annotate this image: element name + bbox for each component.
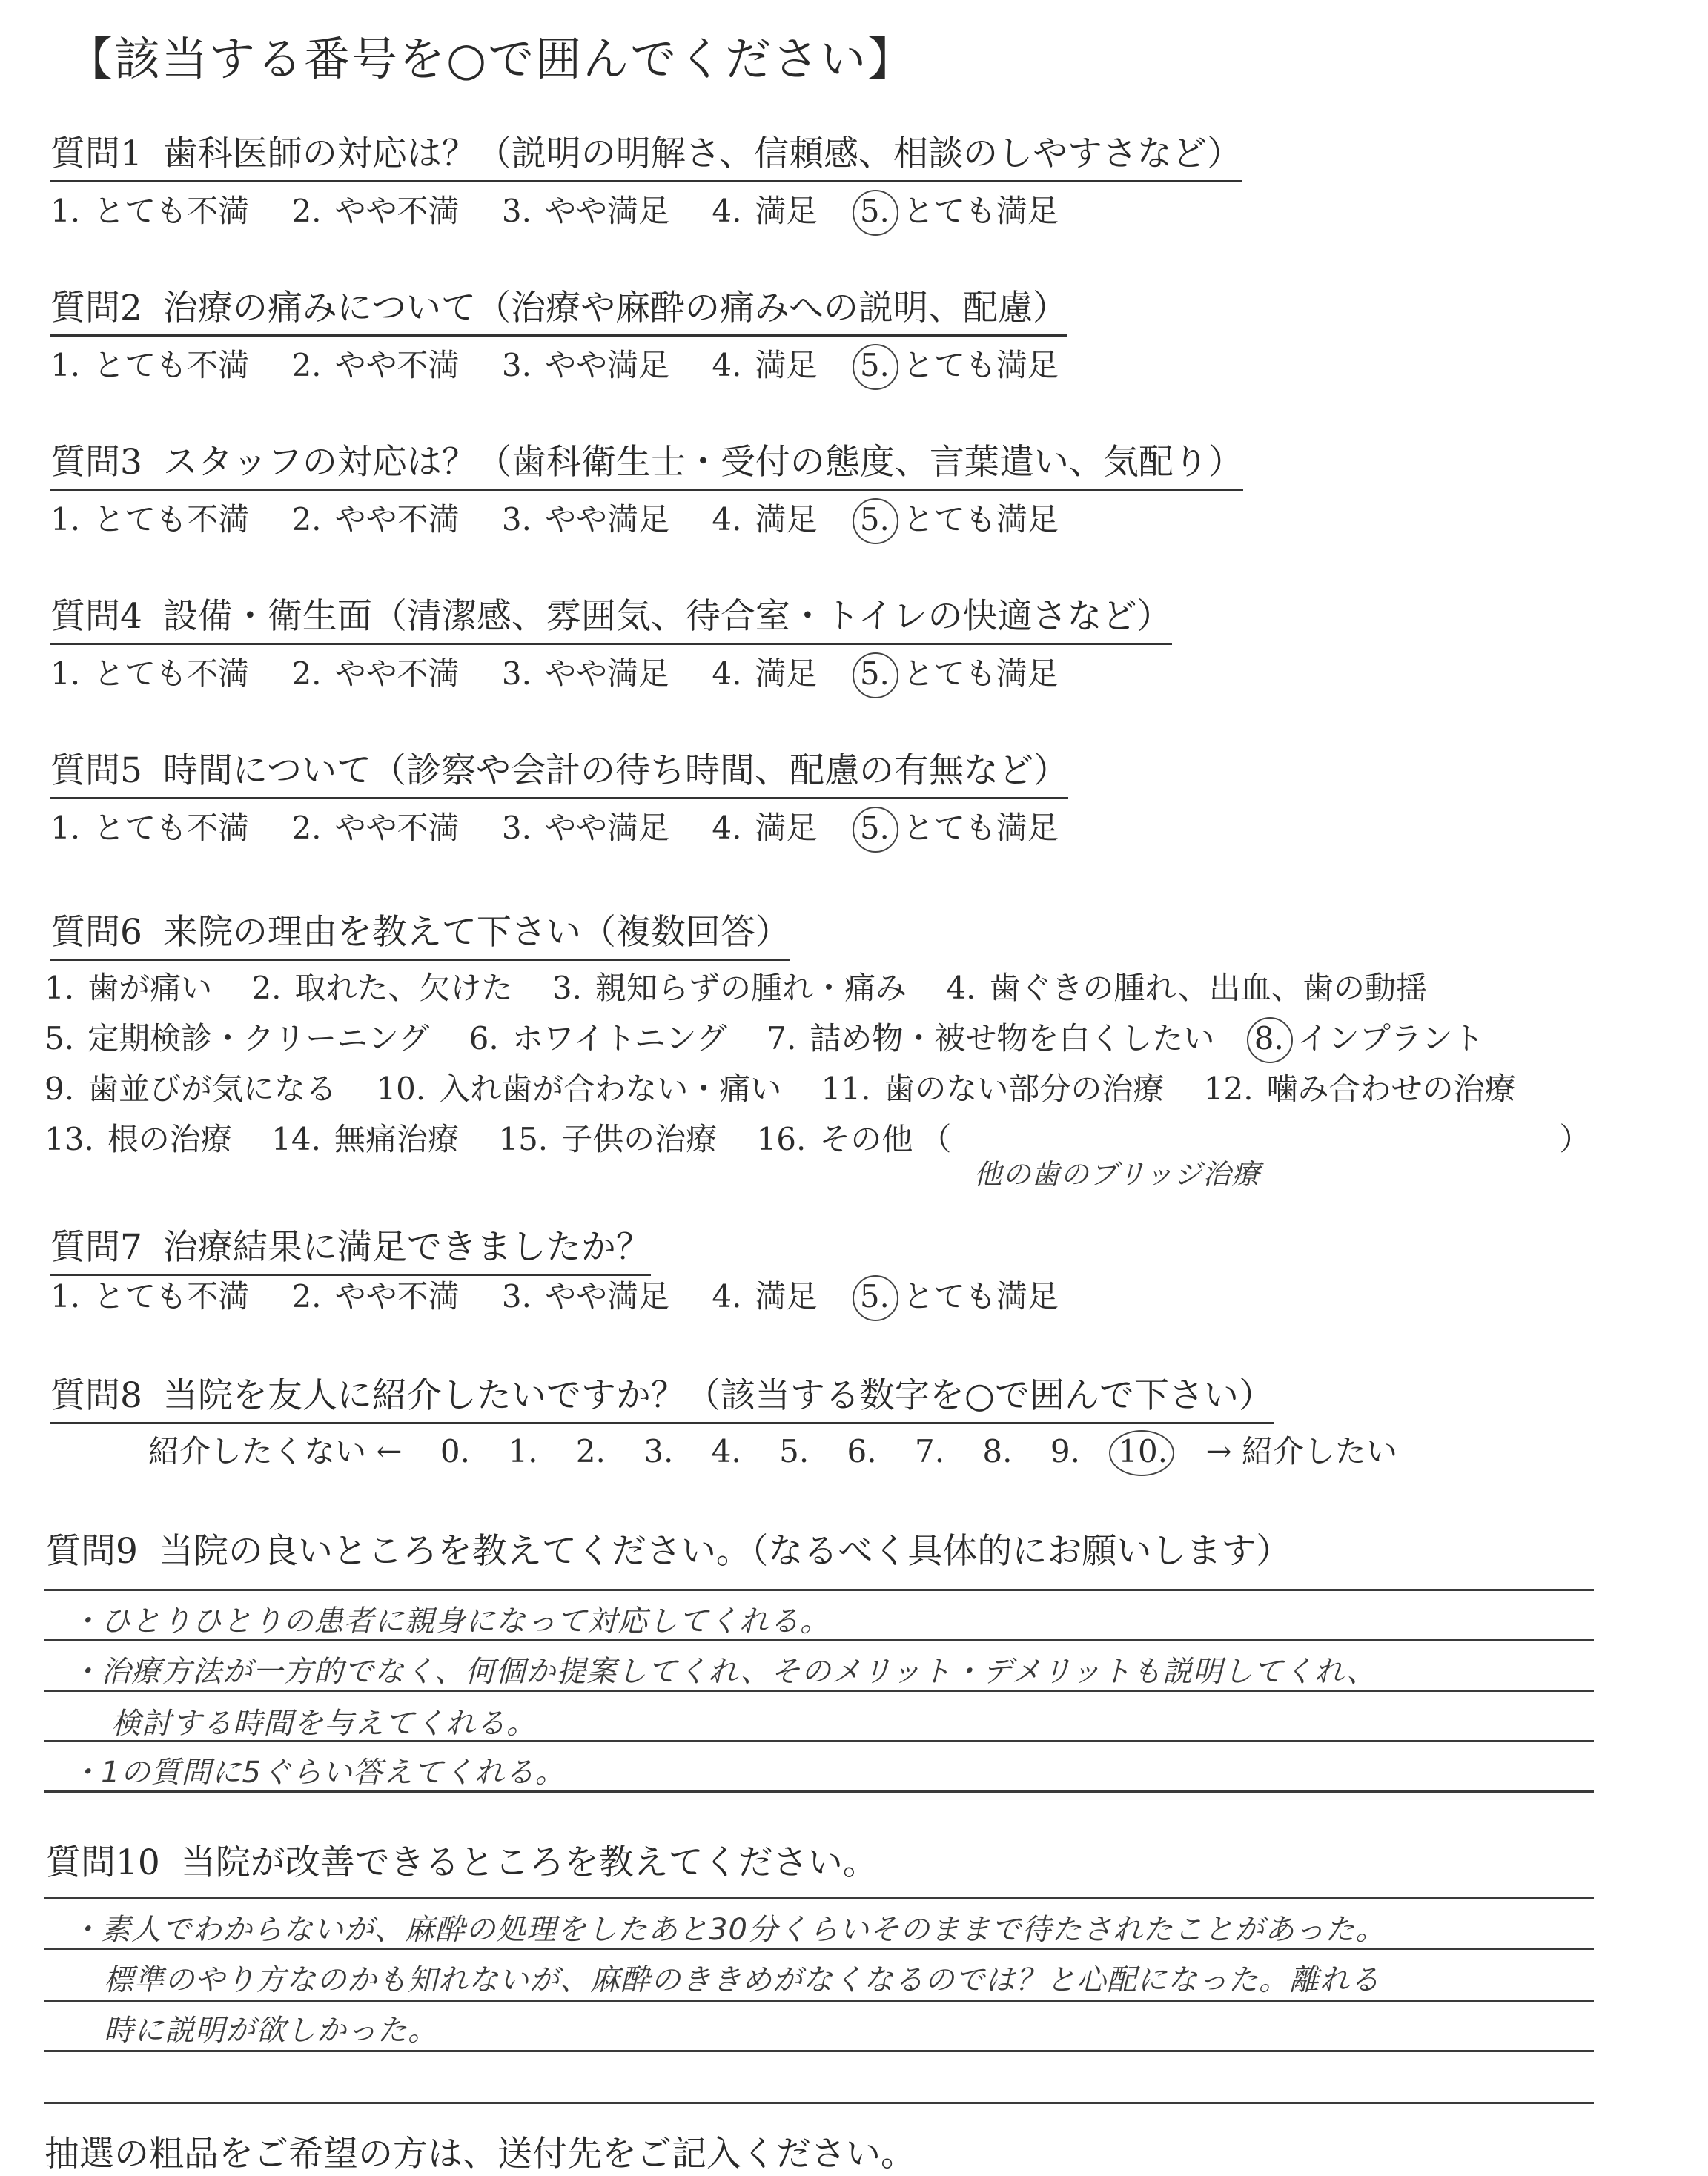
selected-option-circle[interactable]: 10. [1118, 1433, 1168, 1469]
option-number[interactable]: 1. [50, 347, 81, 383]
option-label: やや不満 [334, 1278, 460, 1314]
option-label: とても不満 [93, 655, 250, 692]
option-label: 歯が痛い [87, 970, 213, 1006]
selected-option-circle[interactable]: 5. [859, 347, 890, 383]
question-number: 質問4 [50, 596, 142, 637]
scale-option[interactable]: 0. [440, 1433, 470, 1469]
answer-line [44, 1790, 1594, 1793]
option-number[interactable]: 2. [291, 655, 322, 692]
option-number[interactable]: 1. [44, 970, 75, 1006]
option-label: とても満足 [902, 347, 1059, 383]
question-1-options [50, 187, 1091, 231]
option-label: インプラント [1297, 1020, 1484, 1056]
option-number[interactable]: 2. [291, 501, 322, 538]
scale-option[interactable]: 9. [1050, 1433, 1080, 1469]
option-label: とても不満 [93, 1278, 250, 1314]
question-text: スタッフの対応は？（歯科衛生士・受付の態度、言葉遣い、気配り） [162, 442, 1243, 483]
option-number[interactable]: 12. [1203, 1071, 1254, 1107]
question-number: 質問7 [50, 1227, 142, 1268]
question-text: 歯科医師の対応は？（説明の明解さ、信頼感、相談のしやすさなど） [162, 133, 1242, 174]
option-label: 歯のない部分の治療 [884, 1071, 1165, 1107]
question-4-options [50, 649, 1091, 694]
question-text: 治療結果に満足できましたか？ [162, 1227, 651, 1268]
option-label: 満足 [755, 1278, 818, 1314]
option-label: 取れた、欠けた [294, 970, 513, 1006]
option-label: 満足 [755, 501, 818, 538]
question-3-heading [50, 434, 1243, 491]
option-label: やや不満 [334, 655, 460, 692]
scale-option[interactable]: 4. [711, 1433, 741, 1469]
option-label: とても満足 [902, 655, 1059, 692]
option-label: やや満足 [544, 501, 669, 538]
option-label: 無痛治療 [334, 1121, 459, 1157]
option-number[interactable]: 4. [946, 970, 976, 1006]
option-number[interactable]: 3. [501, 347, 532, 383]
scale-option[interactable]: 2. [575, 1433, 606, 1469]
question-text: 当院の良いところを教えてください。（なるべく具体的にお願いします） [158, 1531, 1291, 1572]
scale-option[interactable]: 8. [982, 1433, 1013, 1469]
option-number[interactable]: 14. [271, 1121, 321, 1157]
question-7-options [50, 1272, 1091, 1317]
q10-answer-line-3: 時に説明が欲しかった。 [104, 2014, 438, 2048]
option-number[interactable]: 3. [501, 501, 532, 538]
question-number: 質問5 [50, 750, 142, 791]
question-10-heading [46, 1835, 878, 1885]
option-number[interactable]: 2. [291, 193, 322, 229]
option-number[interactable]: 3. [552, 970, 582, 1006]
option-label: 定期検診・クリーニング [87, 1020, 430, 1056]
answer-line [44, 1690, 1594, 1692]
option-number[interactable]: 4. [712, 810, 742, 846]
option-number[interactable]: 1. [50, 501, 81, 538]
scale-option[interactable]: 5. [779, 1433, 810, 1469]
answer-line [44, 1589, 1594, 1591]
option-label: 満足 [755, 347, 818, 383]
q10-answer-line-2: 標準のやり方なのかも知れないが、麻酔のききめがなくなるのでは？と心配になった。離れる [104, 1963, 1380, 1997]
footer-note: 抽選の粗品をご希望の方は、送付先をご記入ください。 [44, 2134, 916, 2175]
option-label: ホワイトニング [512, 1020, 727, 1056]
option-number[interactable]: 1. [50, 1278, 81, 1314]
option-label: やや満足 [544, 655, 669, 692]
other-answer-handwriting: 他の歯のブリッジ治療 [973, 1158, 1261, 1191]
option-label: とても満足 [902, 1278, 1059, 1314]
option-label: 親知らずの腫れ・痛み [595, 970, 907, 1006]
page-title: 【該当する番号を○で囲んでください】 [67, 32, 916, 86]
question-6-row-2 [44, 1014, 1514, 1059]
option-label: とても不満 [93, 501, 250, 538]
option-label: 満足 [755, 193, 818, 229]
scale-right-label: → 紹介したい [1205, 1433, 1397, 1469]
option-label: やや不満 [334, 501, 460, 538]
question-number: 質問6 [50, 912, 142, 953]
answer-line [44, 2050, 1594, 2052]
option-label: 入れ歯が合わない・痛い [439, 1071, 782, 1107]
question-5-options [50, 804, 1091, 848]
scale-option[interactable]: 1. [508, 1433, 538, 1469]
selected-option-circle[interactable]: 5. [859, 193, 890, 229]
question-6-row-1 [44, 964, 1457, 1008]
option-label: とても不満 [93, 193, 250, 229]
question-number: 質問10 [46, 1842, 160, 1883]
q9-answer-line-3: 検討する時間を与えてくれる。 [111, 1707, 537, 1741]
option-number[interactable]: 4. [712, 501, 742, 538]
selected-option-circle[interactable]: 5. [859, 1278, 890, 1314]
option-number[interactable]: 15. [498, 1121, 549, 1157]
option-label: 歯ぐきの腫れ、出血、歯の動揺 [989, 970, 1427, 1006]
q9-answer-line-1: ・ひとりひとりの患者に親身になって対応してくれる。 [70, 1604, 830, 1638]
scale-left-label: 紹介したくない ← [148, 1433, 403, 1469]
q9-answer-line-2: ・治療方法が一方的でなく、何個か提案してくれ、そのメリット・デメリットも説明してくれ、 [70, 1655, 1377, 1689]
question-number: 質問2 [50, 288, 142, 328]
option-number[interactable]: 2. [291, 1278, 322, 1314]
question-text: 設備・衛生面（清潔感、雰囲気、待合室・トイレの快適さなど） [162, 596, 1172, 637]
scale-option[interactable]: 6. [847, 1433, 877, 1469]
question-2-options [50, 341, 1091, 386]
option-number[interactable]: 11. [821, 1071, 871, 1107]
option-label: やや満足 [544, 193, 669, 229]
q10-answer-line-1: ・素人でわからないが、麻酔の処理をしたあと30分くらいそのままで待たされたことがあった。 [70, 1913, 1386, 1947]
answer-line [44, 1639, 1594, 1641]
question-number: 質問1 [50, 133, 142, 174]
question-7-heading [50, 1220, 651, 1276]
option-label: やや不満 [334, 347, 460, 383]
question-6-heading [50, 905, 790, 961]
answer-line [44, 2102, 1594, 2104]
other-paren-open: （ [920, 1121, 952, 1157]
option-number[interactable]: 5. [44, 1020, 75, 1056]
question-4-heading [50, 589, 1172, 645]
option-label: 詰め物・被せ物を白くしたい [810, 1020, 1215, 1056]
question-text: 当院を友人に紹介したいですか？（該当する数字を○で囲んで下さい） [162, 1375, 1274, 1416]
option-number[interactable]: 7. [767, 1020, 797, 1056]
option-label: とても満足 [902, 501, 1059, 538]
question-number: 質問9 [46, 1531, 138, 1572]
option-label: やや満足 [544, 1278, 669, 1314]
question-5-heading [50, 743, 1068, 799]
option-number[interactable]: 4. [712, 193, 742, 229]
option-label: やや不満 [334, 193, 460, 229]
option-number[interactable]: 13. [44, 1121, 94, 1157]
option-number[interactable]: 9. [44, 1071, 75, 1107]
option-label: 噛み合わせの治療 [1266, 1071, 1516, 1107]
option-label: 子供の治療 [561, 1121, 718, 1157]
option-label: 歯並びが気になる [87, 1071, 337, 1107]
other-paren-close: ） [1559, 1121, 1591, 1157]
option-number[interactable]: 3. [501, 655, 532, 692]
selected-option-circle[interactable]: 5. [859, 655, 890, 692]
option-number[interactable]: 3. [501, 193, 532, 229]
option-label: その他 [819, 1121, 913, 1157]
option-number[interactable]: 2. [251, 970, 282, 1006]
option-number[interactable]: 1. [50, 193, 81, 229]
option-label: やや満足 [544, 810, 669, 846]
option-label: 根の治療 [107, 1121, 232, 1157]
option-number[interactable]: 6. [469, 1020, 499, 1056]
question-text: 来院の理由を教えて下さい（複数回答） [162, 912, 790, 953]
question-8-scale [148, 1427, 1426, 1472]
question-1-heading [50, 126, 1242, 182]
option-number[interactable]: 4. [712, 655, 742, 692]
question-6-row-4 [44, 1115, 1591, 1191]
option-number[interactable]: 4. [712, 347, 742, 383]
question-text: 治療の痛みについて（治療や麻酔の痛みへの説明、配慮） [162, 288, 1068, 328]
scale-option[interactable]: 7. [914, 1433, 945, 1469]
option-number[interactable]: 2. [291, 347, 322, 383]
option-label: 満足 [755, 655, 818, 692]
answer-line [44, 2000, 1594, 2002]
option-number[interactable]: 3. [501, 1278, 532, 1314]
question-number: 質問3 [50, 442, 142, 483]
option-label: とても不満 [93, 810, 250, 846]
selected-option-circle[interactable]: 8. [1254, 1020, 1284, 1056]
option-number[interactable]: 3. [501, 810, 532, 846]
option-label: やや満足 [544, 347, 669, 383]
selected-option-circle[interactable]: 5. [859, 810, 890, 846]
selected-option-circle[interactable]: 5. [859, 501, 890, 538]
scale-option[interactable]: 3. [643, 1433, 674, 1469]
option-label: やや不満 [334, 810, 460, 846]
question-text: 時間について（診察や会計の待ち時間、配慮の有無など） [162, 750, 1068, 791]
option-label: とても満足 [902, 193, 1059, 229]
q9-answer-line-4: ・1の質問に5ぐらい答えてくれる。 [70, 1756, 566, 1790]
question-2-heading [50, 280, 1068, 337]
option-label: とても不満 [93, 347, 250, 383]
question-3-options [50, 495, 1091, 540]
option-label: とても満足 [902, 810, 1059, 846]
option-number[interactable]: 16. [756, 1121, 807, 1157]
question-9-heading [46, 1524, 1291, 1573]
question-8-heading [50, 1368, 1274, 1424]
question-6-row-3 [44, 1065, 1546, 1109]
option-number[interactable]: 10. [376, 1071, 426, 1107]
option-number[interactable]: 1. [50, 810, 81, 846]
question-text: 当院が改善できるところを教えてください。 [180, 1842, 878, 1883]
option-label: 満足 [755, 810, 818, 846]
option-number[interactable]: 2. [291, 810, 322, 846]
answer-line [44, 1740, 1594, 1742]
question-number: 質問8 [50, 1375, 142, 1416]
option-number[interactable]: 1. [50, 655, 81, 692]
answer-line [44, 1948, 1594, 1950]
answer-line [44, 1897, 1594, 1899]
option-number[interactable]: 4. [712, 1278, 742, 1314]
